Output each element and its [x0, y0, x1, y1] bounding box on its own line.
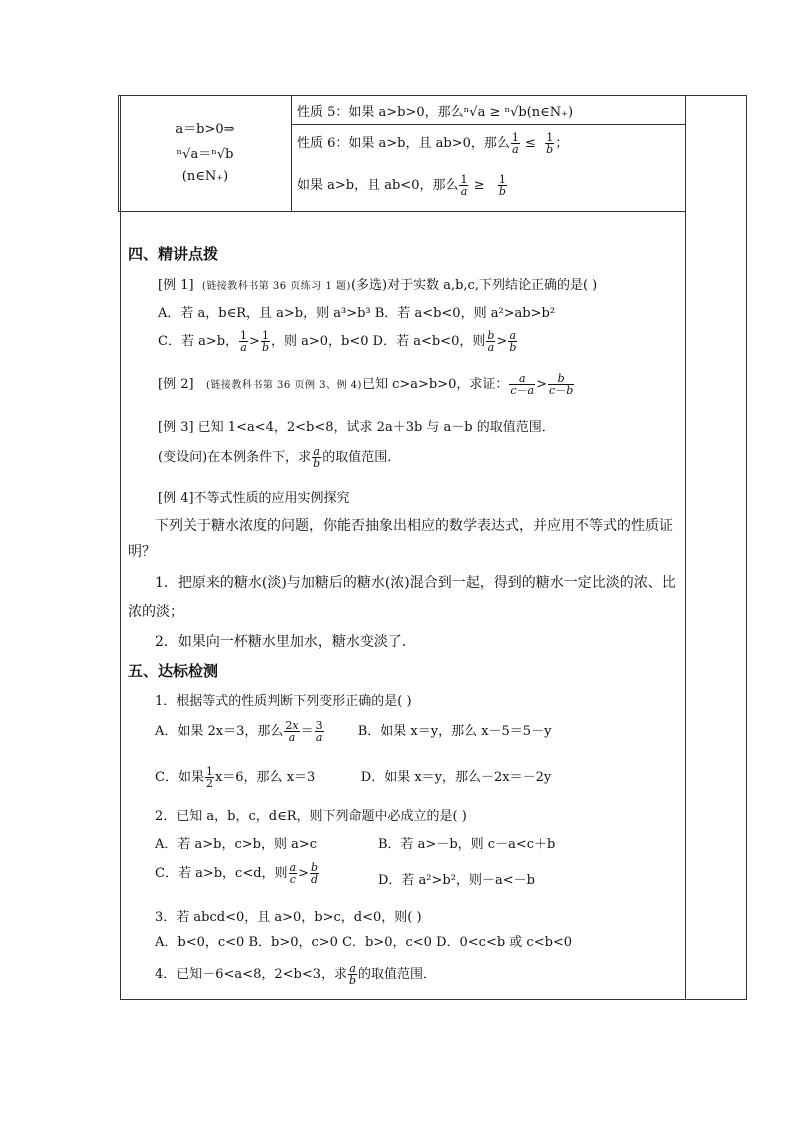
fraction-1-over-a: $\frac{1}{a}$	[511, 131, 519, 156]
example-3-line: [例 3] 已知 1<a<4，2<b<8，试求 2a＋3b 与 a－b 的取值范围．	[158, 420, 555, 435]
fraction-a-b: $\frac{a}{b}$	[509, 329, 517, 354]
question-1: 1．根据等式的性质判断下列变形正确的是( )	[155, 694, 412, 709]
question-1-option-d: D．如果 x＝y，那么－2x＝－2y	[360, 770, 552, 785]
question-3-options: A．b<0，c<0 B．b>0，c>0 C．b>0，c<0 D．0<c<b 或 c<b<0	[155, 935, 573, 950]
example-4-title: [例 4]不等式性质的应用实例探究	[158, 491, 350, 506]
fraction-2x-over-a: $\frac{2x}{a}$	[285, 719, 299, 744]
question-4-text: 4．已知－6<a<8，2<b<3，求	[155, 967, 347, 982]
example-4-paragraph-cont: 明？	[128, 544, 156, 560]
question-3: 3．若 abcd<0，且 a>0，b>c，d<0，则( )	[155, 910, 422, 925]
section-4-title: 四、精讲点拨	[128, 245, 219, 263]
property-6-end: ；	[555, 136, 569, 151]
fraction-a-over-b-q4: $\frac{a}{b}$	[349, 962, 357, 987]
example-4-paragraph: 下列关于糖水浓度的问题，你能否抽象出相应的数学表达式，并应用不等式的性质证	[155, 518, 673, 534]
example-2-line: [例 2] (链接教科书第 36 页例 3、例 4)已知 c>a>b>0，求证： $\frac{a}{c-a}$ > $\frac{b}{c-b}$	[158, 372, 574, 397]
property-table	[118, 95, 686, 212]
example-2-question: 已知 c>a>b>0，求证：	[361, 377, 509, 392]
fraction-b-over-c-minus-b: $\frac{b}{c-b}$	[549, 372, 574, 397]
example-3-variant-line	[158, 446, 400, 469]
example-4-item-2: 2．如果向一杯糖水里加水，糖水变淡了．	[155, 634, 416, 650]
property-6-line: 性质 6：如果 a>b，且 ab>0，那么 $\frac{1}{a}$ ≤ $\frac{1}{b}$ ；	[297, 131, 569, 156]
fraction-a-over-c-minus-a: $\frac{a}{c-a}$	[510, 372, 535, 397]
example-4-item-1: 1．把原来的糖水(淡)与加糖后的糖水(浓)混合到一起，得到的糖水一定比淡的浓、比	[155, 575, 676, 591]
question-2-option-c-text: C．若 a>b，c<d，则	[155, 866, 288, 881]
example-1-label: [例 1]	[158, 278, 194, 293]
question-1-option-a: A．如果 2x＝3，那么	[155, 724, 284, 739]
fraction-b-over-d: $\frac{b}{d}$	[311, 861, 319, 886]
property-7-text: 如果 a>b，且 ab<0，那么	[297, 178, 459, 193]
example-3-variant-text: (变设问)在本例条件下，求	[158, 450, 312, 465]
example-1-options-ab: A．若 a，b∈R，且 a>b，则 a³>b³ B．若 a<b<0，则 a²>ab>b²	[158, 306, 556, 321]
example-1-options-cd: C．若 a>b， $\frac{1}{a}$ > $\frac{1}{b}$ ，则 a>0，b<0 D．若 a<b<0，则 $\frac{b}{a}$ > $\frac{a}{b}$	[158, 329, 517, 354]
example-1-line	[158, 274, 597, 293]
question-2: 2．已知 a，b，c，d∈R，则下列命题中必成立的是( )	[155, 809, 467, 824]
property-5-text: 性质 5：如果 a>b>0，那么ⁿ√a ≥ ⁿ√b(n∈N₊)	[297, 105, 574, 120]
property-7-line: 如果 a>b，且 ab<0，那么 $\frac{1}{a}$ ≥ $\frac{1}{b}$	[297, 173, 506, 198]
question-4-end: 的取值范围．	[358, 967, 437, 982]
example-4-item-1-cont: 浓的淡；	[128, 604, 184, 620]
property-left-cell	[119, 96, 292, 211]
example-3-variant-end: 的取值范围．	[322, 450, 401, 465]
question-2-option-d: D．若 a²>b²，则－a<－b	[378, 873, 535, 888]
question-1-options-ab: A．如果 2x＝3，那么 $\frac{2x}{a}$ ＝ $\frac{3}{a}$ B．如果 x＝y，那么 x－5＝5－y	[155, 719, 552, 744]
question-2-option-b: B．若 a>－b，则 c－a<c＋b	[378, 837, 556, 852]
right-column-divider	[685, 96, 686, 999]
fraction-1-a: $\frac{1}{a}$	[240, 329, 248, 354]
question-1-option-c: C．如果	[155, 770, 204, 785]
example-2-source: (链接教科书第 36 页例 3、例 4)	[205, 380, 362, 391]
example-1-source: (链接教科书第 36 页练习 1 题)	[201, 281, 351, 292]
example-2-label: [例 2]	[158, 377, 194, 392]
fraction-b-a: $\frac{b}{a}$	[487, 329, 495, 354]
question-2-option-a: A．若 a>b，c>b，则 a>c	[155, 837, 318, 852]
property-6-text: 性质 6：如果 a>b，且 ab>0，那么	[297, 136, 510, 151]
question-4	[155, 963, 436, 986]
left-line-3: (n∈N₊)	[181, 169, 229, 184]
property-right-cell	[291, 96, 685, 211]
fraction-3-over-a: $\frac{3}{a}$	[315, 719, 323, 744]
fraction-1-over-a-2: $\frac{1}{a}$	[460, 173, 468, 198]
fraction-1-over-b: $\frac{1}{b}$	[546, 131, 554, 156]
fraction-1-over-2: $\frac{1}{2}$	[205, 765, 213, 790]
example-1-question: (多选)对于实数 a,b,c,下列结论正确的是( )	[350, 278, 598, 293]
example-1-option-c: C．若 a>b，	[158, 334, 239, 349]
fraction-1-b: $\frac{1}{b}$	[261, 329, 269, 354]
left-line-2: ⁿ√a＝ⁿ√b	[176, 147, 234, 162]
fraction-a-over-c: $\frac{a}{c}$	[289, 861, 297, 886]
property-5-row	[291, 96, 685, 125]
question-1-option-c-end: x＝6，那么 x＝3	[214, 770, 316, 785]
question-1-options-cd	[155, 766, 551, 789]
example-1-option-d: ，则 a>0，b<0 D．若 a<b<0，则	[271, 334, 486, 349]
question-2-option-c: C．若 a>b，c<d，则 $\frac{a}{c}$ > $\frac{b}{d}$	[155, 861, 319, 886]
fraction-1-over-b-2: $\frac{1}{b}$	[498, 173, 506, 198]
left-line-1: a＝b>0⇒	[175, 122, 235, 137]
question-1-option-b: B．如果 x＝y，那么 x－5＝5－y	[357, 724, 552, 739]
fraction-a-over-b: $\frac{a}{b}$	[313, 445, 321, 470]
section-5-title: 五、达标检测	[128, 662, 219, 680]
